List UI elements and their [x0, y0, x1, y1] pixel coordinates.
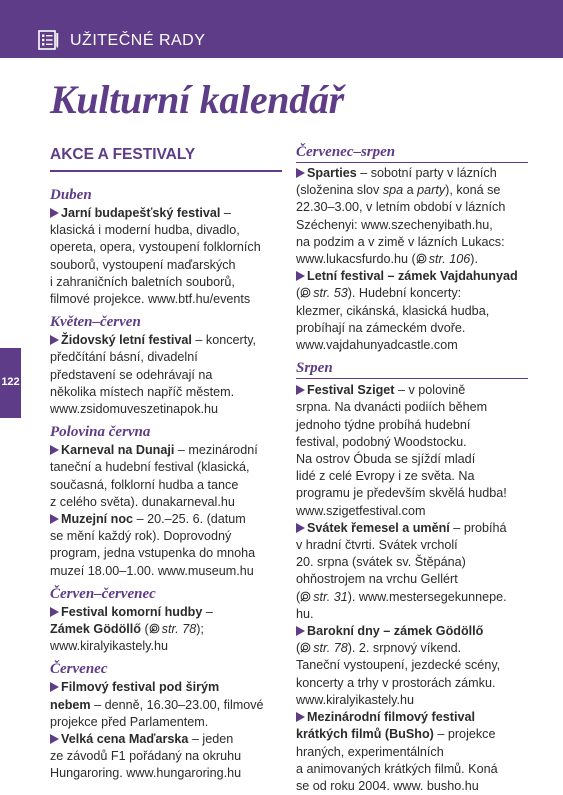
- event-text: ze závodů F1 pořádaný na okruhu: [50, 749, 242, 764]
- header-label: UŽITEČNÉ RADY: [70, 32, 206, 49]
- event-entry: [296, 520, 528, 623]
- page-reference: str. 53: [313, 286, 348, 301]
- event-text: festival, podobný Woodstocku.: [296, 434, 467, 449]
- period-heading: Červenec: [50, 661, 108, 678]
- event-text: ohňostrojem na vrchu Gellért: [296, 572, 458, 587]
- event-text: se od roku 2004. www. busho.hu: [296, 778, 479, 793]
- event-text: taneční a hudební festival (klasická,: [50, 460, 250, 475]
- event-text: předčítání básní, divadelní: [50, 350, 198, 365]
- event-text: ). 2. srpnový víkend.: [347, 641, 462, 656]
- page-reference: str. 78: [313, 641, 348, 656]
- event-text: představení se odehrávají na: [50, 367, 213, 382]
- bullet-triangle-icon: [296, 712, 305, 722]
- event-text: lidé z celé Evropy i ze světa. Na: [296, 469, 475, 484]
- period-heading: Duben: [50, 187, 92, 203]
- event-text: – 20.–25. 6. (datum: [133, 512, 246, 527]
- event-text: ), koná se: [445, 183, 501, 198]
- bullet-triangle-icon: [50, 335, 59, 345]
- event-text: www.lukacsfurdo.hu (: [296, 252, 416, 267]
- period-heading: Červen–červenec: [50, 585, 156, 602]
- event-text: www.zsidomuveszetinapok.hu: [50, 402, 218, 417]
- section-title: AKCE A FESTIVALY: [50, 143, 282, 172]
- page-reference-icon: [300, 642, 311, 653]
- event-entry: [296, 165, 528, 268]
- event-text: (: [296, 286, 301, 301]
- event-text: programu je především skvělá hudba!: [296, 486, 507, 501]
- period-heading: Polovina června: [50, 424, 151, 441]
- event-text: i zahraničních baletních souborů,: [50, 274, 235, 289]
- event-text: – probíhá: [449, 520, 507, 535]
- event-name: Festival komorní hudby: [61, 604, 203, 619]
- event-name: Letní festival – zámek Vajdahunyad: [307, 269, 518, 284]
- event-entry: [50, 679, 282, 731]
- page-reference-icon: [416, 253, 427, 264]
- event-text: www.kiralyikastely.hu: [296, 692, 415, 707]
- bullet-triangle-icon: [50, 607, 59, 617]
- event-text: – mezinárodní: [174, 443, 258, 458]
- bullet-triangle-icon: [50, 514, 59, 524]
- event-name: Svátek řemesel a umění: [307, 520, 450, 535]
- event-text: z celého světa). dunakarneval.hu: [50, 494, 235, 509]
- event-name: Jarní budapešťský festival: [61, 206, 221, 220]
- event-name: Zámek Gödöllő: [50, 622, 141, 637]
- event-name: Mezinárodní filmový festival: [307, 710, 475, 725]
- event-text: projekce před Parlamentem.: [50, 714, 209, 729]
- event-entry: [296, 709, 528, 795]
- event-text: (: [140, 622, 149, 637]
- right-column: [296, 143, 528, 795]
- event-text: party: [417, 183, 446, 198]
- event-text: (: [296, 641, 301, 656]
- event-text: souborů, vystoupení maďarských: [50, 257, 236, 272]
- event-name: Festival Sziget: [307, 383, 395, 398]
- event-text: Taneční vystoupení, jezdecké scény,: [296, 658, 501, 673]
- bullet-triangle-icon: [296, 271, 305, 281]
- bullet-triangle-icon: [50, 208, 59, 218]
- page-number: 122: [1, 376, 20, 388]
- event-text: –: [220, 206, 231, 220]
- event-text: na podzim a v zimě v lázních Lukacs:: [296, 234, 505, 249]
- bullet-triangle-icon: [296, 168, 305, 178]
- event-entry: [50, 511, 282, 580]
- event-text: hu.: [296, 606, 314, 621]
- period-heading: Srpen: [296, 359, 528, 379]
- event-name: krátkých filmů (BuSho): [296, 727, 434, 742]
- event-text: Na ostrov Óbuda se sjíždí mladí: [296, 452, 476, 467]
- event-text: ).: [470, 252, 478, 267]
- event-text: probíhají na zámeckém dvoře.: [296, 320, 466, 335]
- page-reference-icon: [300, 287, 311, 298]
- event-text: koncerty a trhy v prostorách zámku.: [296, 675, 496, 690]
- event-text: muzeí 18.00–1.00. www.museum.hu: [50, 563, 254, 578]
- event-text: ). www.mestersegekunnepe.: [347, 589, 507, 604]
- event-text: hraných, experimentálních: [296, 744, 444, 759]
- event-name: Filmový festival pod širým: [61, 680, 220, 695]
- event-text: klasická i moderní hudba, divadlo,: [50, 223, 240, 238]
- bullet-triangle-icon: [296, 385, 305, 395]
- event-text: současná, folklorní hudba a tance: [50, 477, 239, 492]
- page-reference: str. 31: [313, 589, 348, 604]
- event-text: www.vajdahunyadcastle.com: [296, 338, 458, 353]
- event-text: – denně, 16.30–23.00, filmové: [90, 697, 264, 712]
- event-text: 20. srpna (svátek sv. Štěpána): [296, 555, 466, 570]
- event-entry: [50, 332, 282, 418]
- event-text: opereta, opera, vystoupení folklorních: [50, 240, 261, 255]
- event-text: – v polovině: [394, 383, 466, 398]
- event-text: se mění každý rok). Doprovodný: [50, 529, 232, 544]
- checklist-icon: [38, 30, 59, 50]
- event-text: a: [403, 183, 418, 198]
- page-reference: str. 106: [428, 252, 471, 267]
- event-text: www.szigetfestival.com: [296, 503, 426, 518]
- event-text: jednoho týdne probíhá hudební: [296, 417, 471, 432]
- event-text: spa: [382, 183, 404, 198]
- event-text: program, jedna vstupenka do mnoha: [50, 546, 256, 561]
- left-column: [50, 143, 282, 783]
- page-reference: str. 78: [161, 622, 197, 637]
- header-bar: [0, 0, 563, 58]
- event-text: klezmer, cikánská, klasická hudba,: [296, 303, 490, 318]
- bullet-triangle-icon: [296, 626, 305, 636]
- period-heading: Červenec–srpen: [296, 143, 528, 163]
- event-entry: [296, 268, 528, 354]
- event-text: v hradní čtvrti. Svátek vrcholí: [296, 538, 458, 553]
- event-entry: [50, 442, 282, 511]
- event-text: srpna. Na dvanácti podiích během: [296, 400, 488, 415]
- page-title: Kulturní kalendář: [50, 77, 344, 122]
- event-text: – koncerty,: [191, 333, 257, 348]
- event-text: – sobotní party v lázních: [356, 166, 497, 180]
- page-reference-icon: [149, 623, 160, 634]
- bullet-triangle-icon: [296, 523, 305, 533]
- event-name: nebem: [50, 697, 91, 712]
- event-text: (: [296, 589, 301, 604]
- event-text: a animovaných krátkých filmů. Koná: [296, 761, 498, 776]
- event-text: 22.30–3.00, v letním období v lázních: [296, 200, 506, 215]
- bullet-triangle-icon: [50, 734, 59, 744]
- bullet-triangle-icon: [50, 682, 59, 692]
- event-entry: [296, 623, 528, 709]
- event-text: Széchenyi: www.szechenyibath.hu,: [296, 217, 493, 232]
- event-text: (složenina slov: [296, 183, 383, 198]
- event-name: Muzejní noc: [61, 512, 134, 527]
- event-name: Sparties: [307, 166, 357, 180]
- event-text: Hungaroring. www.hungaroring.hu: [50, 766, 242, 781]
- event-name: Karneval na Dunaji: [61, 443, 175, 458]
- event-entry: [296, 382, 528, 520]
- event-text: několika místech napříč městem.: [50, 384, 235, 399]
- event-entry: [50, 604, 282, 656]
- event-text: www.kiralyikastely.hu: [50, 639, 169, 654]
- event-text: –: [202, 604, 213, 619]
- event-entry: [50, 731, 282, 783]
- event-name: Židovský letní festival: [61, 333, 192, 348]
- bullet-triangle-icon: [50, 445, 59, 455]
- period-heading: Květen–červen: [50, 314, 141, 331]
- event-text: – projekce: [433, 727, 496, 742]
- event-text: – jeden: [188, 732, 234, 747]
- page-reference-icon: [300, 591, 311, 602]
- event-entry: [50, 205, 282, 308]
- event-name: Barokní dny – zámek Gödöllő: [307, 624, 484, 639]
- event-text: ). Hudební koncerty:: [347, 286, 462, 301]
- event-name: Velká cena Maďarska: [61, 732, 189, 747]
- event-text: );: [196, 622, 204, 637]
- event-text: filmové projekce. www.btf.hu/events: [50, 292, 251, 307]
